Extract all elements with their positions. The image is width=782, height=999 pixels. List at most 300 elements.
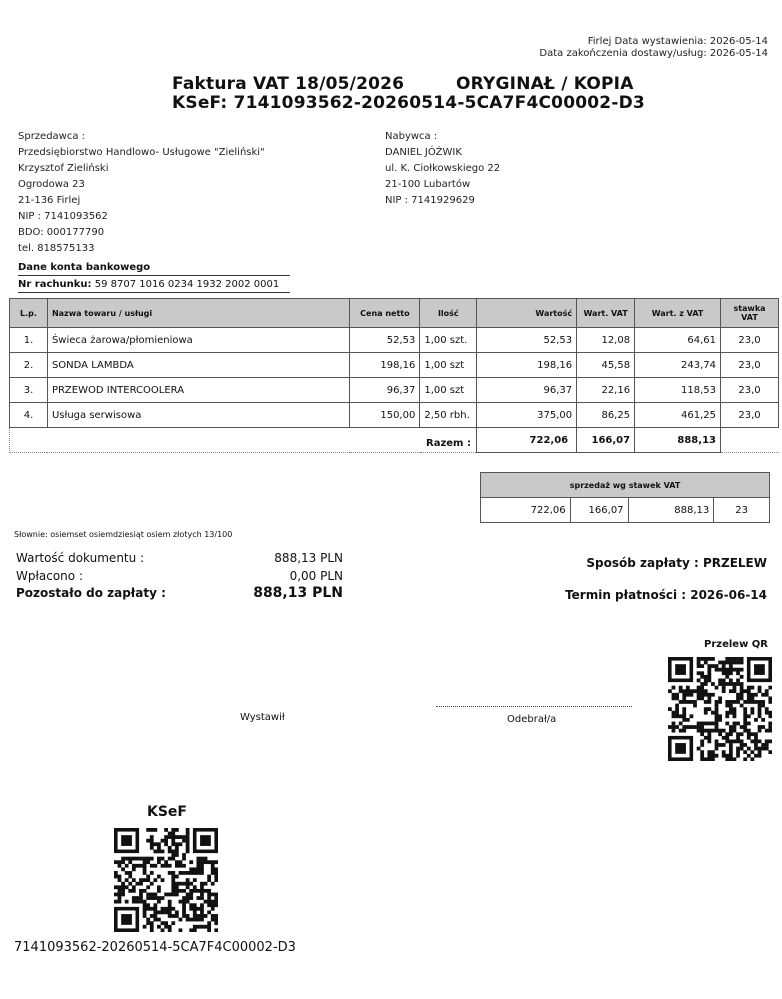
qr-module — [207, 896, 211, 900]
qr-module — [186, 839, 190, 843]
cell-lp: 1. — [10, 328, 48, 353]
qr-module — [132, 900, 136, 904]
qr-module — [747, 732, 751, 736]
qr-module — [153, 910, 157, 914]
remaining-label: Pozostało do zapłaty : — [16, 586, 166, 600]
qr-module — [711, 757, 715, 761]
qr-module — [715, 664, 719, 668]
qr-module — [697, 747, 701, 751]
qr-module — [761, 747, 765, 751]
qr-module — [736, 732, 740, 736]
qr-module — [690, 693, 694, 697]
qr-module — [179, 918, 183, 922]
qr-module — [700, 725, 704, 729]
qr-module — [118, 893, 122, 897]
delivery-date-label: Data zakończenia dostawy/usług: — [539, 48, 707, 59]
qr-module — [707, 679, 711, 683]
qr-module — [740, 689, 744, 693]
qr-module — [729, 711, 733, 715]
cell-name: SONDA LAMBDA — [47, 353, 349, 378]
qr-module — [740, 747, 744, 751]
qr-module — [196, 860, 200, 864]
qr-module — [161, 850, 165, 854]
qr-module — [729, 664, 733, 668]
qr-module — [758, 747, 762, 751]
qr-module — [711, 693, 715, 697]
qr-module — [690, 700, 694, 704]
qr-module — [715, 711, 719, 715]
qr-module — [729, 739, 733, 743]
qr-module — [196, 918, 200, 922]
qr-module — [704, 736, 708, 740]
issued-by-label: Wystawił — [240, 712, 285, 723]
qr-module — [761, 725, 765, 729]
qr-module — [729, 729, 733, 733]
qr-module — [750, 750, 754, 754]
qr-module — [186, 918, 190, 922]
qr-module — [733, 729, 737, 733]
qr-module — [189, 860, 193, 864]
cell-gross: 64,61 — [635, 328, 721, 353]
qr-module — [164, 907, 168, 911]
qr-module — [729, 689, 733, 693]
qr-module — [211, 864, 215, 868]
qr-module — [164, 921, 168, 925]
doc-value-label: Wartość dokumentu : — [16, 551, 145, 565]
qr-module — [733, 657, 737, 661]
qr-module — [182, 889, 186, 893]
qr-module — [707, 722, 711, 726]
qr-module — [697, 686, 701, 690]
qr-module — [740, 686, 744, 690]
qr-module — [171, 842, 175, 846]
qr-module — [758, 707, 762, 711]
qr-module — [186, 882, 190, 886]
qr-module — [747, 696, 751, 700]
qr-module — [211, 867, 215, 871]
qr-module — [214, 921, 218, 925]
qr-module — [193, 889, 197, 893]
qr-module — [682, 700, 686, 704]
qr-module — [750, 711, 754, 715]
qr-module — [675, 696, 679, 700]
qr-module — [114, 885, 118, 889]
qr-module — [700, 671, 704, 675]
qr-module — [725, 657, 729, 661]
qr-module — [729, 704, 733, 708]
seller-line: BDO: 000177790 — [18, 227, 105, 238]
qr-module — [715, 754, 719, 758]
qr-module — [182, 839, 186, 843]
qr-module — [718, 682, 722, 686]
qr-module — [761, 700, 765, 704]
qr-module — [207, 925, 211, 929]
qr-module — [768, 686, 772, 690]
qr-module — [204, 882, 208, 886]
qr-module — [157, 875, 161, 879]
qr-module — [747, 736, 751, 740]
qr-module — [182, 882, 186, 886]
qr-module — [125, 871, 129, 875]
qr-module — [729, 661, 733, 665]
cell-net-price: 198,16 — [350, 353, 420, 378]
qr-module — [768, 722, 772, 726]
qr-module — [186, 896, 190, 900]
qr-module — [729, 657, 733, 661]
qr-module — [189, 903, 193, 907]
qr-module — [171, 832, 175, 836]
qr-module — [768, 700, 772, 704]
qr-module — [725, 675, 729, 679]
qr-module — [125, 864, 129, 868]
qr-module — [164, 910, 168, 914]
qr-module — [186, 871, 190, 875]
cell-value: 96,37 — [477, 378, 577, 403]
qr-module — [150, 835, 154, 839]
qr-module — [704, 661, 708, 665]
qr-module — [747, 754, 751, 758]
qr-module — [171, 889, 175, 893]
qr-module — [200, 889, 204, 893]
cell-vat: 22,16 — [577, 378, 635, 403]
qr-module — [754, 743, 758, 747]
qr-module — [153, 850, 157, 854]
qr-module — [679, 729, 683, 733]
qr-module — [146, 907, 150, 911]
delivery-date: 2026-05-14 — [709, 48, 768, 59]
delivery-date-line — [539, 48, 768, 60]
qr-module — [193, 867, 197, 871]
paid-label: Wpłacono : — [16, 569, 83, 583]
qr-module — [136, 900, 140, 904]
qr-module — [700, 657, 704, 661]
total-label: Razem : — [426, 438, 471, 449]
qr-module — [211, 882, 215, 886]
table-total-row — [10, 428, 779, 453]
qr-module — [672, 729, 676, 733]
qr-module — [707, 739, 711, 743]
cell-rate: 23,0 — [720, 403, 778, 428]
qr-module — [747, 747, 751, 751]
qr-module — [740, 657, 744, 661]
qr-module — [186, 828, 190, 832]
qr-module — [211, 900, 215, 904]
qr-module — [750, 700, 754, 704]
qr-module — [150, 842, 154, 846]
qr-module — [204, 860, 208, 864]
qr-module — [211, 903, 215, 907]
qr-module — [128, 857, 132, 861]
qr-module — [750, 739, 754, 743]
qr-module — [711, 722, 715, 726]
qr-module — [157, 900, 161, 904]
qr-module — [157, 860, 161, 864]
qr-module — [175, 893, 179, 897]
qr-module — [743, 718, 747, 722]
qr-module — [700, 693, 704, 697]
qr-module — [682, 729, 686, 733]
qr-module — [193, 914, 197, 918]
qr-module — [672, 693, 676, 697]
qr-module — [715, 704, 719, 708]
qr-module — [740, 696, 744, 700]
qr-module — [675, 714, 679, 718]
qr-module — [761, 704, 765, 708]
qr-module — [711, 657, 715, 661]
qr-module — [761, 718, 765, 722]
buyer-block — [385, 129, 500, 209]
qr-module — [121, 882, 125, 886]
qr-module — [204, 925, 208, 929]
qr-module — [200, 893, 204, 897]
buyer-line: DANIEL JÓŹWIK — [385, 147, 462, 158]
qr-module — [182, 914, 186, 918]
qr-module — [186, 878, 190, 882]
qr-module — [682, 707, 686, 711]
qr-module — [164, 864, 168, 868]
qr-module — [768, 729, 772, 733]
qr-module — [179, 900, 183, 904]
qr-module — [175, 875, 179, 879]
qr-module — [211, 907, 215, 911]
buyer-line: 21-100 Lubartów — [385, 179, 471, 190]
qr-module — [754, 747, 758, 751]
qr-module — [722, 661, 726, 665]
qr-module — [707, 732, 711, 736]
qr-module — [153, 907, 157, 911]
qr-module — [736, 668, 740, 672]
col-header-net-price: Cena netto — [350, 299, 420, 328]
qr-module — [729, 700, 733, 704]
qr-module — [675, 725, 679, 729]
cell-rate: 23,0 — [720, 328, 778, 353]
qr-module — [715, 747, 719, 751]
account-label: Nr rachunku: — [18, 279, 92, 290]
cell-gross: 243,74 — [635, 353, 721, 378]
qr-module — [700, 689, 704, 693]
qr-module — [704, 700, 708, 704]
qr-module — [189, 928, 193, 932]
col-header-lp: L.p. — [10, 299, 48, 328]
qr-module — [175, 914, 179, 918]
qr-module — [707, 736, 711, 740]
qr-module — [682, 725, 686, 729]
qr-module — [157, 885, 161, 889]
qr-module — [750, 732, 754, 736]
qr-module — [171, 839, 175, 843]
qr-module — [204, 900, 208, 904]
paid-value: 0,00 PLN — [289, 569, 343, 583]
qr-module — [736, 754, 740, 758]
qr-module — [171, 878, 175, 882]
qr-module — [747, 729, 751, 733]
qr-module — [715, 729, 719, 733]
qr-module — [143, 889, 147, 893]
cell-net-price: 96,37 — [350, 378, 420, 403]
seller-line: NIP : 7141093562 — [18, 211, 108, 222]
qr-module — [715, 700, 719, 704]
qr-module — [736, 682, 740, 686]
qr-module — [143, 867, 147, 871]
qr-module — [722, 664, 726, 668]
qr-module — [214, 914, 218, 918]
qr-module — [725, 682, 729, 686]
vat-summary-net: 722,06 — [481, 498, 571, 523]
qr-module — [729, 743, 733, 747]
qr-module — [161, 910, 165, 914]
qr-module — [758, 750, 762, 754]
qr-module — [132, 864, 136, 868]
qr-module — [157, 842, 161, 846]
qr-module — [211, 918, 215, 922]
qr-module — [750, 757, 754, 761]
qr-module — [736, 671, 740, 675]
qr-module — [672, 725, 676, 729]
issue-date: 2026-05-14 — [709, 36, 768, 47]
qr-module — [718, 668, 722, 672]
qr-module — [157, 896, 161, 900]
qr-module — [707, 657, 711, 661]
qr-module — [175, 860, 179, 864]
qr-module — [672, 711, 676, 715]
qr-module — [693, 689, 697, 693]
qr-module — [750, 693, 754, 697]
cell-name: PRZEWOD INTERCOOLERA — [47, 378, 349, 403]
received-by-label: Odebrał/a — [507, 714, 557, 725]
qr-module — [200, 907, 204, 911]
qr-module — [765, 693, 769, 697]
qr-module — [707, 696, 711, 700]
qr-module — [150, 893, 154, 897]
qr-module — [200, 885, 204, 889]
qr-module — [150, 925, 154, 929]
qr-module — [740, 661, 744, 665]
qr-module — [672, 696, 676, 700]
qr-module — [700, 722, 704, 726]
qr-module — [697, 664, 701, 668]
qr-module — [193, 910, 197, 914]
qr-module — [143, 914, 147, 918]
qr-module — [715, 743, 719, 747]
qr-module — [682, 696, 686, 700]
qr-module — [204, 889, 208, 893]
qr-module — [675, 693, 679, 697]
qr-module — [196, 857, 200, 861]
qr-module — [175, 889, 179, 893]
qr-module — [200, 910, 204, 914]
qr-module — [214, 918, 218, 922]
qr-module — [765, 689, 769, 693]
qr-module — [733, 682, 737, 686]
qr-module — [146, 857, 150, 861]
qr-module — [697, 693, 701, 697]
qr-module — [729, 668, 733, 672]
buyer-line: ul. K. Ciołkowskiego 22 — [385, 163, 501, 174]
qr-module — [196, 871, 200, 875]
qr-module — [718, 679, 722, 683]
qr-module — [161, 864, 165, 868]
qr-module — [682, 711, 686, 715]
qr-module — [186, 900, 190, 904]
qr-module — [686, 725, 690, 729]
qr-module — [704, 682, 708, 686]
seller-line: tel. 818575133 — [18, 243, 95, 254]
qr-module — [171, 857, 175, 861]
qr-module — [146, 918, 150, 922]
qr-module — [186, 835, 190, 839]
qr-module — [740, 743, 744, 747]
qr-module — [697, 696, 701, 700]
qr-module — [175, 835, 179, 839]
qr-module — [161, 839, 165, 843]
qr-module — [175, 853, 179, 857]
qr-module — [722, 679, 726, 683]
vat-summary-vat: 166,07 — [570, 498, 628, 523]
qr-module — [168, 857, 172, 861]
qr-module — [754, 732, 758, 736]
qr-module — [161, 907, 165, 911]
total-vat: 166,07 — [577, 428, 635, 453]
qr-module — [700, 675, 704, 679]
cell-gross: 461,25 — [635, 403, 721, 428]
col-header-value: Wartość — [477, 299, 577, 328]
qr-module — [707, 675, 711, 679]
qr-module — [729, 750, 733, 754]
qr-module — [150, 896, 154, 900]
qr-module — [704, 657, 708, 661]
qr-module — [157, 850, 161, 854]
qr-module — [164, 893, 168, 897]
cell-lp: 4. — [10, 403, 48, 428]
qr-module — [143, 857, 147, 861]
qr-module — [700, 682, 704, 686]
qr-module — [704, 757, 708, 761]
qr-module — [761, 693, 765, 697]
qr-module — [700, 757, 704, 761]
qr-module — [715, 707, 719, 711]
table-row — [10, 353, 779, 378]
qr-module — [150, 839, 154, 843]
qr-module — [686, 700, 690, 704]
qr-module — [758, 700, 762, 704]
qr-module — [168, 864, 172, 868]
qr-module — [175, 842, 179, 846]
qr-module — [182, 896, 186, 900]
qr-module — [136, 882, 140, 886]
qr-module — [700, 732, 704, 736]
qr-module — [686, 686, 690, 690]
qr-module — [196, 907, 200, 911]
qr-module — [196, 896, 200, 900]
qr-module — [722, 689, 726, 693]
qr-module — [182, 871, 186, 875]
qr-module — [750, 707, 754, 711]
qr-module — [722, 686, 726, 690]
qr-module — [682, 714, 686, 718]
qr-module — [150, 871, 154, 875]
qr-module — [754, 739, 758, 743]
qr-module — [740, 739, 744, 743]
qr-module — [211, 871, 215, 875]
qr-module — [700, 729, 704, 733]
qr-module — [668, 689, 672, 693]
qr-module — [733, 668, 737, 672]
qr-module — [754, 754, 758, 758]
qr-module — [758, 689, 762, 693]
qr-module — [143, 903, 147, 907]
qr-module — [207, 910, 211, 914]
qr-module — [740, 704, 744, 708]
